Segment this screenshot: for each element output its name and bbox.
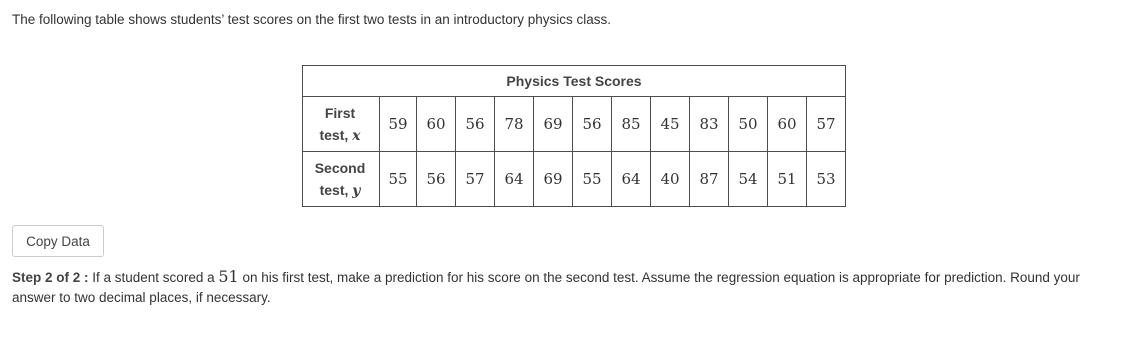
row-label-2: test,	[319, 181, 349, 198]
table-title: Physics Test Scores	[303, 66, 846, 97]
table-cell: 45	[651, 97, 690, 152]
table-cell: 53	[807, 152, 846, 207]
table-cell: 54	[729, 152, 768, 207]
row-variable: x	[352, 127, 361, 144]
intro-text: The following table shows students’ test scores on the first two tests in an introductory physics class.	[12, 12, 612, 27]
row-header	[303, 152, 380, 207]
table-cell: 40	[651, 152, 690, 207]
row-label-2: test,	[319, 126, 349, 143]
table-cell: 87	[690, 152, 729, 207]
step-label: Step 2 of 2 :	[12, 270, 89, 285]
first-test-score: 51	[218, 267, 239, 286]
table-cell: 85	[612, 97, 651, 152]
step-text-after: on his first test, make a prediction for his score on the second test. Assume the regression equation is appropriate for prediction. Round your answer to two decimal places, if necessary.	[12, 270, 1080, 305]
table-cell: 83	[690, 97, 729, 152]
table-cell: 64	[495, 152, 534, 207]
table-cell: 64	[612, 152, 651, 207]
copy-data-button[interactable]: Copy Data	[12, 225, 104, 257]
table-cell: 78	[495, 97, 534, 152]
table-cell: 57	[807, 97, 846, 152]
table-cell: 56	[573, 97, 612, 152]
row-label: Second	[314, 159, 366, 176]
table-cell: 55	[380, 152, 417, 207]
table-cell: 69	[534, 97, 573, 152]
scores-table	[302, 65, 846, 207]
scores-table-container	[302, 65, 846, 207]
row-header	[303, 97, 380, 152]
table-cell: 60	[768, 97, 807, 152]
step-question	[12, 267, 1112, 308]
row-label: First	[324, 104, 356, 121]
table-cell: 69	[534, 152, 573, 207]
table-cell: 57	[456, 152, 495, 207]
table-cell: 55	[573, 152, 612, 207]
table-row	[303, 152, 846, 207]
table-cell: 56	[456, 97, 495, 152]
table-cell: 60	[417, 97, 456, 152]
table-row	[303, 97, 846, 152]
table-cell: 59	[380, 97, 417, 152]
step-text-before: If a student scored a	[88, 270, 219, 285]
row-variable: y	[352, 182, 361, 199]
table-cell: 56	[417, 152, 456, 207]
table-cell: 51	[768, 152, 807, 207]
table-cell: 50	[729, 97, 768, 152]
